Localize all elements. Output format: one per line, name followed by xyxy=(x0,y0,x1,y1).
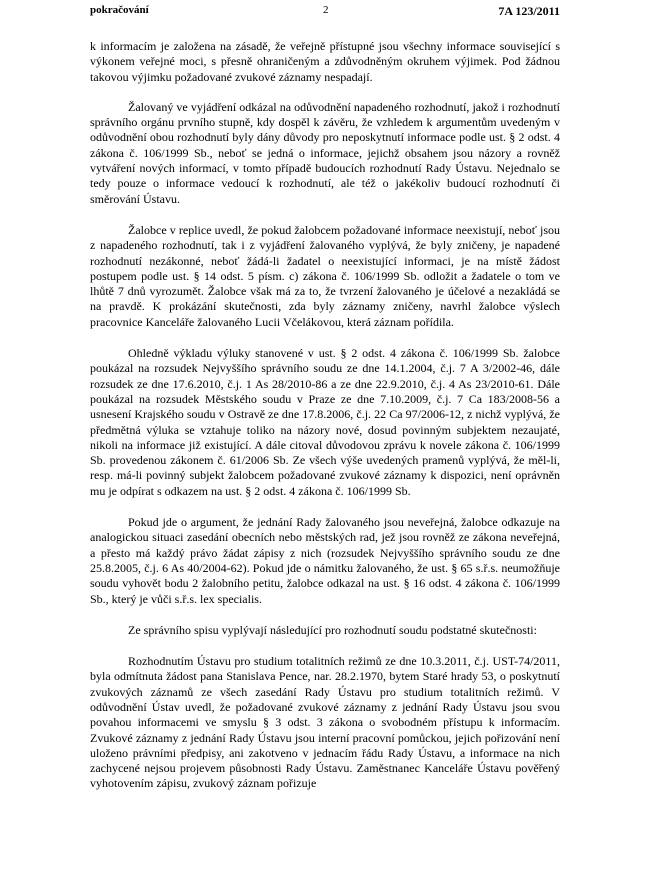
paragraph-7: Rozhodnutím Ústavu pro studium totalitních režimů ze dne 10.3.2011, č.j. UST-74/2011, byla odmítnuta žádost pana Stanislava Pence, nar. 28.2.1970, bytem Staré hrady 53, o poskytnutí zvukových záznamů ze všech zasedání Rady Ústavu pro studium totalitních režimů. V odůvodnění Ústav uvedl, že požadované zvukové záznamy z jednání Rady Ústavu jsou svou povahou informacemi ve smyslu § 3 odst. 3 zákona o svobodném přístupu k informacím. Zvukové záznamy z jednání Rady Ústavu jsou interní pracovní pomůckou, jejich pořizování není uloženo právními předpisy, ani zakotveno v jednacím řádu Rady Ústavu, a informace na nich zachycené nejsou projevem působnosti Rady Ústavu. Zaměstnanec Kanceláře Ústavu pověřený vyhotovením zápisu, zvukový záznam pořizuje xyxy=(90,654,560,791)
case-number: 7A 123/2011 xyxy=(498,4,560,18)
paragraph-6: Ze správního spisu vyplývají následující pro rozhodnutí soudu podstatné skutečnosti: xyxy=(128,622,537,637)
paragraph-1: k informacím je založena na zásadě, že veřejně přístupné jsou všechny informace související s výkonem veřejné moci, s přesně ohraničeným a zdůvodněným okruhem výjimek. Pod žádnou takovou výjimku požadované zvukové záznamy nespadají. xyxy=(90,39,560,84)
page-header xyxy=(90,4,560,20)
paragraph-5: Pokud jde o argument, že jednání Rady žalovaného jsou neveřejná, žalobce odkazuje na analogickou situaci zasedání obecních nebo městských rad, jež jsou rovněž ze zákona neveřejná, a přesto má každý právo žádat zápisy z nich (rozsudek Nejvyššího správního soudu ze dne 25.8.2005, č.j. 6 As 40/2004-62). Pokud jde o námitku žalovaného, že ust. § 65 s.ř.s. neumožňuje soudu vyhovět bodu 2 žalobního petitu, žalobce odkazal na ust. § 16 odst. 4 zákona č. 106/1999 Sb., který je vůči s.ř.s. lex specialis. xyxy=(90,515,560,606)
paragraph-2: Žalovaný ve vyjádření odkázal na odůvodnění napadeného rozhodnutí, jakož i rozhodnutí správního orgánu prvního stupně, kdy dospěl k závěru, že vzhledem k argumentům uvedeným v odůvodnění obou rozhodnutí byly dány důvody pro neposkytnutí informace podle ust. § 2 odst. 4 zákona č. 106/1999 Sb., neboť se jedná o informace, jejichž obsahem jsou názory a rovněž vytváření nových informací, v tomto případě budoucích rozhodnutí Rady Ústavu. Nejednalo se tedy pouze o informace vedoucí k rozhodnutí, ale též o jakékoliv budoucí rozhodnutí či směrování Ústavu. xyxy=(90,99,560,206)
continuation-label: pokračování xyxy=(90,4,149,16)
page-number: 2 xyxy=(323,4,329,16)
paragraph-4: Ohledně výkladu výluky stanovené v ust. § 2 odst. 4 zákona č. 106/1999 Sb. žalobce poukázal na rozsudek Nejvyššího správního soudu ze dne 14.1.2004, č.j. 7 A 3/2002-46, dále rozsudek ze dne 17.6.2010, č.j. 1 As 28/2010-86 a ze dne 22.9.2010, č.j. 4 As 23/2010-61. Dále poukázal na rozsudek Městského soudu v Praze ze dne 7.10.2009, č.j. 7 Ca 183/2008-56 a usnesení Krajského soudu v Ostravě ze dne 17.8.2006, č.j. 22 Ca 97/2006-12, z nichž vyplývá, že předmětná výluka se vztahuje toliko na názory nové, dosud povinným subjektem nezaujaté, nikoli na informace již existující. A dále citoval důvodovou zprávu k novele zákona č. 106/1999 Sb. provedenou zákonem č. 61/2006 Sb. Ze všech výše uvedených pramenů vyplývá, že měl-li, resp. má-li povinný subjekt žalobcem požadované zvukové záznamy k dispozici, není oprávněn mu je odpírat s odkazem na ust. § 2 odst. 4 zákona č. 106/1999 Sb. xyxy=(90,346,560,498)
document-body xyxy=(90,39,560,808)
paragraph-3: Žalobce v replice uvedl, že pokud žalobcem požadované informace neexistují, neboť jsou z napadeného rozhodnutí, tak i z vyjádření žalovaného vyplývá, že byly zničeny, je napadené rozhodnutí nezákonné, neboť žádá-li žadatel o neexistující informaci, je na místě žádost postupem podle ust. § 14 odst. 5 písm. c) zákona č. 106/1999 Sb. odložit a žadatele o tom ve lhůtě 7 dnů vyrozumět. Žalobce však má za to, že tvrzení žalovaného je účelové a nezakládá se na pravdě. K prokázání skutečnosti, zda byly záznamy zničeny, navrhl žalobce výslech pracovnice Kanceláře žalovaného Lucii Včelákovou, která záznam pořídila. xyxy=(90,222,560,329)
